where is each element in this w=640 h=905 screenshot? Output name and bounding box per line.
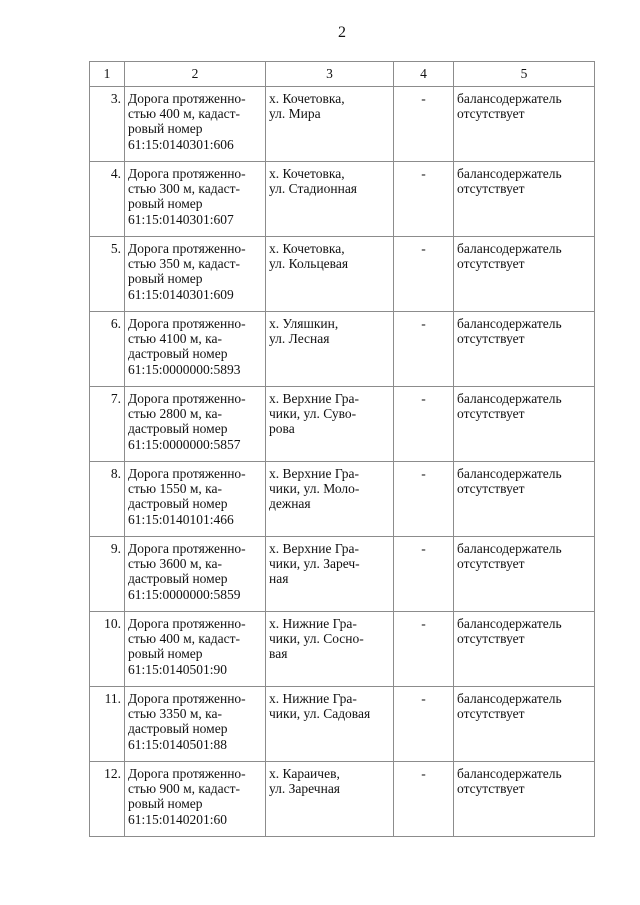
cell-text-line: 61:15:0140301:609 — [128, 286, 234, 302]
cell-text-line: чики, ул. Суво- — [269, 406, 357, 422]
cell-text-line: отсутствует — [457, 256, 525, 272]
cell-text-line: Дорога протяженно- — [128, 466, 246, 481]
column-header: 2 — [125, 62, 266, 87]
cell-text-line: стью 300 м, кадаст- — [128, 181, 241, 197]
row-number-cell: 12. — [90, 762, 125, 837]
column-4-cell: - — [394, 162, 454, 237]
cell-text-line: Дорога протяженно- — [128, 616, 246, 631]
address-cell — [266, 612, 394, 687]
object-description-cell — [125, 387, 266, 462]
address-cell — [266, 162, 394, 237]
cell-text-line: отсутствует — [457, 706, 525, 722]
cell-text-line: отсутствует — [457, 406, 525, 422]
column-header: 4 — [394, 62, 454, 87]
object-description-cell — [125, 237, 266, 312]
object-description-cell — [125, 87, 266, 162]
cell-text-line: х. Верхние Гра- — [269, 466, 360, 481]
cell-text-line: балансодержатель — [457, 316, 562, 331]
address-cell — [266, 762, 394, 837]
row-number-cell: 7. — [90, 387, 125, 462]
table-row — [90, 762, 595, 837]
row-number-cell: 11. — [90, 687, 125, 762]
cell-text-line: ровый номер — [128, 796, 203, 812]
column-4-cell: - — [394, 387, 454, 462]
balance-holder-cell — [454, 162, 595, 237]
table-row — [90, 537, 595, 612]
column-4-cell: - — [394, 87, 454, 162]
cell-text-line: чики, ул. Сосно- — [269, 631, 364, 647]
cell-text-line: 61:15:0000000:5859 — [128, 586, 241, 602]
cell-text-line: балансодержатель — [457, 241, 562, 256]
cell-text-line: х. Уляшкин, — [269, 316, 339, 331]
balance-holder-cell — [454, 87, 595, 162]
cell-text-line: Дорога протяженно- — [128, 241, 246, 256]
table-row — [90, 237, 595, 312]
table-row — [90, 87, 595, 162]
cell-text-line: х. Кочетовка, — [269, 241, 345, 256]
table-row — [90, 612, 595, 687]
address-cell — [266, 237, 394, 312]
cell-text-line: балансодержатель — [457, 391, 562, 406]
cell-text-line: ул. Кольцевая — [269, 256, 349, 272]
cell-text-line: 61:15:0140501:88 — [128, 736, 228, 752]
column-header: 5 — [454, 62, 595, 87]
cell-text-line: ровый номер — [128, 646, 203, 662]
cell-text-line: Дорога протяженно- — [128, 691, 246, 706]
column-4-cell: - — [394, 537, 454, 612]
object-description-cell — [125, 687, 266, 762]
table-header-row — [90, 62, 595, 87]
table-row — [90, 162, 595, 237]
cell-text-line: 61:15:0140501:90 — [128, 661, 228, 677]
balance-holder-cell — [454, 612, 595, 687]
table-row — [90, 312, 595, 387]
cell-text-line: Дорога протяженно- — [128, 91, 246, 106]
cell-text-line: ул. Мира — [269, 106, 321, 122]
column-4-cell: - — [394, 612, 454, 687]
address-cell — [266, 87, 394, 162]
cell-text-line: ул. Стадионная — [269, 181, 358, 197]
cell-text-line: балансодержатель — [457, 541, 562, 556]
balance-holder-cell — [454, 537, 595, 612]
address-cell — [266, 387, 394, 462]
row-number-cell: 10. — [90, 612, 125, 687]
cell-text-line: отсутствует — [457, 481, 525, 497]
cell-text-line: чики, ул. Садовая — [269, 706, 371, 722]
cell-text-line: балансодержатель — [457, 691, 562, 706]
balance-holder-cell — [454, 762, 595, 837]
cell-text-line: дастровый номер — [128, 721, 228, 737]
cell-text-line: ул. Лесная — [269, 331, 330, 347]
cell-text-line: х. Нижние Гра- — [269, 691, 357, 706]
cell-text-line: стью 900 м, кадаст- — [128, 781, 241, 797]
cell-text-line: дастровый номер — [128, 421, 228, 437]
cell-text-line: х. Кочетовка, — [269, 166, 345, 181]
object-description-cell — [125, 537, 266, 612]
column-4-cell: - — [394, 462, 454, 537]
cell-text-line: рова — [269, 421, 295, 437]
cell-text-line: дежная — [269, 496, 311, 512]
cell-text-line: 61:15:0140301:607 — [128, 211, 234, 227]
page-number: 2 — [338, 24, 346, 41]
balance-holder-cell — [454, 462, 595, 537]
cell-text-line: ная — [269, 571, 289, 587]
cell-text-line: чики, ул. Зареч- — [269, 556, 360, 572]
cell-text-line: балансодержатель — [457, 766, 562, 781]
cell-text-line: 61:15:0140101:466 — [128, 511, 234, 527]
column-header: 1 — [90, 62, 125, 87]
cell-text-line: стью 4100 м, ка- — [128, 331, 223, 347]
cell-text-line: х. Верхние Гра- — [269, 541, 360, 556]
balance-holder-cell — [454, 312, 595, 387]
address-cell — [266, 687, 394, 762]
cell-text-line: Дорога протяженно- — [128, 391, 246, 406]
object-description-cell — [125, 612, 266, 687]
column-4-cell: - — [394, 687, 454, 762]
table-row — [90, 687, 595, 762]
cell-text-line: дастровый номер — [128, 346, 228, 362]
object-description-cell — [125, 762, 266, 837]
cell-text-line: стью 3350 м, ка- — [128, 706, 223, 722]
balance-holder-cell — [454, 387, 595, 462]
cell-text-line: стью 1550 м, ка- — [128, 481, 223, 497]
cell-text-line: отсутствует — [457, 556, 525, 572]
cell-text-line: 61:15:0000000:5857 — [128, 436, 241, 452]
address-cell — [266, 537, 394, 612]
row-number-cell: 4. — [90, 162, 125, 237]
cell-text-line: балансодержатель — [457, 466, 562, 481]
balance-holder-cell — [454, 237, 595, 312]
cell-text-line: 61:15:0140301:606 — [128, 136, 234, 152]
cell-text-line: дастровый номер — [128, 571, 228, 587]
cell-text-line: 61:15:0140201:60 — [128, 811, 228, 827]
address-cell — [266, 312, 394, 387]
row-number-cell: 8. — [90, 462, 125, 537]
cell-text-line: Дорога протяженно- — [128, 766, 246, 781]
object-description-cell — [125, 312, 266, 387]
cell-text-line: отсутствует — [457, 181, 525, 197]
address-cell — [266, 462, 394, 537]
cell-text-line: стью 400 м, кадаст- — [128, 106, 241, 122]
cell-text-line: отсутствует — [457, 331, 525, 347]
cell-text-line: х. Караичев, — [269, 766, 340, 781]
object-description-cell — [125, 462, 266, 537]
cell-text-line: 61:15:0000000:5893 — [128, 361, 241, 377]
row-number-cell: 5. — [90, 237, 125, 312]
cell-text-line: ровый номер — [128, 196, 203, 212]
cell-text-line: стью 400 м, кадаст- — [128, 631, 241, 647]
cell-text-line: х. Нижние Гра- — [269, 616, 357, 631]
object-description-cell — [125, 162, 266, 237]
cell-text-line: х. Верхние Гра- — [269, 391, 360, 406]
column-4-cell: - — [394, 237, 454, 312]
table-row — [90, 387, 595, 462]
cell-text-line: отсутствует — [457, 631, 525, 647]
cell-text-line: х. Кочетовка, — [269, 91, 345, 106]
cell-text-line: дастровый номер — [128, 496, 228, 512]
cell-text-line: Дорога протяженно- — [128, 166, 246, 181]
cell-text-line: балансодержатель — [457, 616, 562, 631]
cell-text-line: отсутствует — [457, 106, 525, 122]
row-number-cell: 9. — [90, 537, 125, 612]
cell-text-line: вая — [269, 646, 288, 662]
cell-text-line: стью 3600 м, ка- — [128, 556, 223, 572]
row-number-cell: 3. — [90, 87, 125, 162]
column-header: 3 — [266, 62, 394, 87]
balance-holder-cell — [454, 687, 595, 762]
cell-text-line: Дорога протяженно- — [128, 316, 246, 331]
cell-text-line: ровый номер — [128, 121, 203, 137]
cell-text-line: ул. Заречная — [269, 781, 341, 797]
cell-text-line: Дорога протяженно- — [128, 541, 246, 556]
cell-text-line: балансодержатель — [457, 91, 562, 106]
cell-text-line: ровый номер — [128, 271, 203, 287]
table-row — [90, 462, 595, 537]
registry-table — [89, 61, 595, 837]
cell-text-line: отсутствует — [457, 781, 525, 797]
column-4-cell: - — [394, 762, 454, 837]
row-number-cell: 6. — [90, 312, 125, 387]
cell-text-line: стью 350 м, кадаст- — [128, 256, 241, 272]
cell-text-line: балансодержатель — [457, 166, 562, 181]
cell-text-line: чики, ул. Моло- — [269, 481, 360, 497]
column-4-cell: - — [394, 312, 454, 387]
cell-text-line: стью 2800 м, ка- — [128, 406, 223, 422]
